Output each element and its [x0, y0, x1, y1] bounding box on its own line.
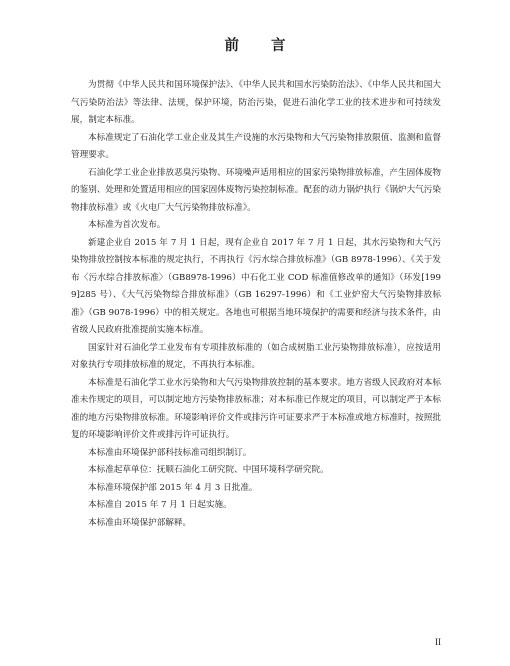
page-title	[0, 37, 510, 55]
paragraph-other-pollutants: 石油化学工业企业排放恶臭污染物、环境噪声适用相应的国家污染物排放标准，产生固体废物的鉴别、处理和处置适用相应的国家固体废物污染控制标准。配套的动力锅炉执行《锅炉大气污染物排放标准》或《火电厂大气污染物排放标准》。	[71, 167, 441, 213]
paragraph-drafting-units: 本标准起草单位：抚顺石油化工研究院、中国环境科学研究院。	[88, 465, 329, 475]
paragraph-purpose: 为贯彻《中华人民共和国环境保护法》、《中华人民共和国水污染防治法》、《中华人民共和国大气污染防治法》等法律、法规，保护环境，防治污染，促进石油化学工业的技术进步和可持续发展，制定本标准。	[71, 80, 441, 125]
title-char-2: 言	[271, 38, 286, 54]
paragraph-effective-dates: 新建企业自 2015 年 7 月 1 日起，现有企业自 2017 年 7 月 1 日起，其水污染物和大气污染物排放控制按本标准的规定执行，不再执行《污水综合排放标准》（GB 8978-1996）、《关于发布〈污水综合排放标准〉（GB8978-1996）中石化工业 COD 标准值修改单的通知》（环发[1999]285 号）、《大气污染物综合排放标准》（GB 16297-1996）和《工业炉窑大气污染物排放标准》（GB 9078-1996）中的相关规定。各地也可根据当地环境保护的需要和经济与技术条件，由省级人民政府批准提前实施本标准。	[71, 237, 441, 335]
paragraph-scope: 本标准规定了石油化学工业企业及其生产设施的水污染物和大气污染物排放限值、监测和监督管理要求。	[71, 132, 441, 160]
page-number: II	[435, 637, 441, 647]
paragraph-first-release: 本标准为首次发布。	[88, 220, 166, 230]
title-char-1: 前	[224, 38, 239, 54]
paragraph-approval: 本标准环境保护部 2015 年 4 月 3 日批准。	[88, 482, 258, 493]
paragraph-interpretation: 本标准由环境保护部解释。	[88, 517, 192, 528]
preface-body	[71, 77, 441, 532]
paragraph-special-standards: 国家针对石油化学工业发布有专项排放标准的（如合成树脂工业污染物排放标准），应按适用对象执行专项排放标准的规定，不再执行本标准。	[71, 342, 441, 370]
paragraph-organizer: 本标准由环境保护部科技标准司组织制订。	[88, 447, 252, 458]
paragraph-basic-requirements: 本标准是石油化学工业水污染物和大气污染物排放控制的基本要求。地方省级人民政府对本标准未作规定的项目，可以制定地方污染物排放标准；对本标准已作规定的项目，可以制定严于本标准的地方污染物排放标准。环境影响评价文件或排污许可证要求严于本标准或地方标准时，按照批复的环境影响评价文件或排污许可证执行。	[71, 377, 441, 440]
paragraph-implementation: 本标准自 2015 年 7 月 1 日起实施。	[88, 500, 232, 510]
